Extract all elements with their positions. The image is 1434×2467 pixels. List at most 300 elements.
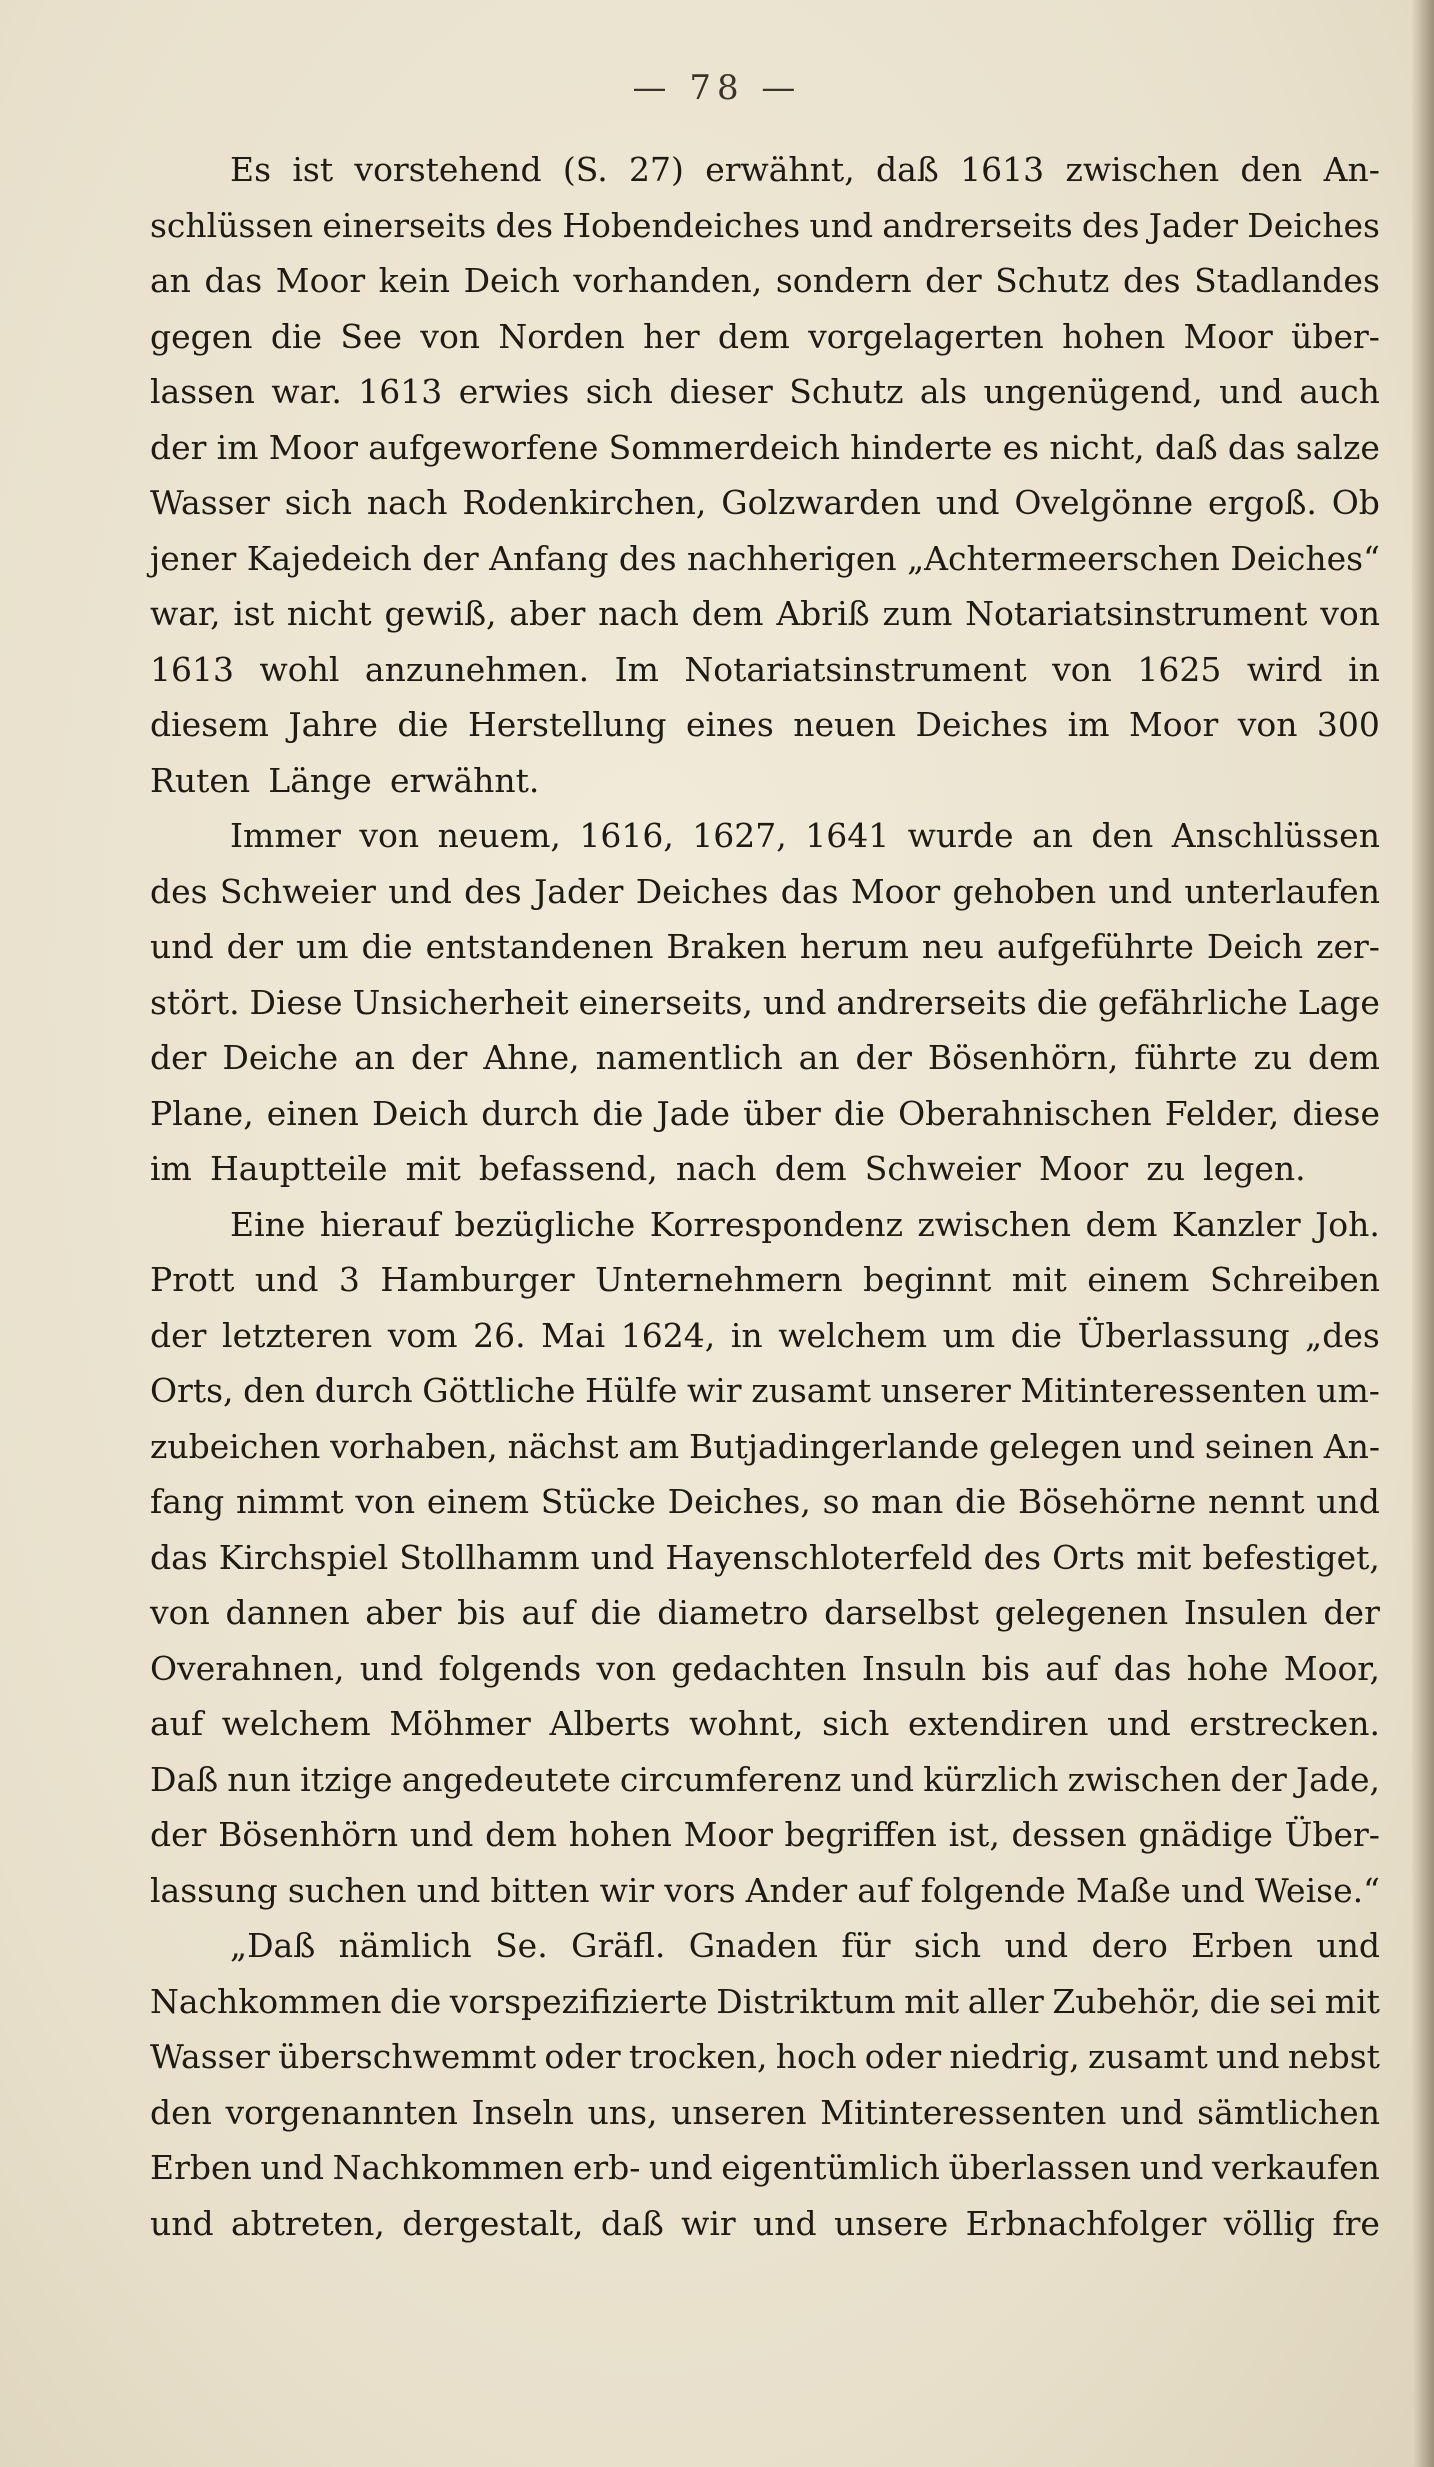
word: herum (799, 927, 909, 966)
word: dem (774, 1149, 847, 1188)
word: 26. (473, 1315, 526, 1355)
text-line (150, 1871, 1380, 1927)
word: einem (426, 1482, 530, 1521)
word: sämtlichen (1197, 2092, 1380, 2132)
word: nämlich (338, 1926, 472, 1965)
word: in (730, 1315, 763, 1355)
word: dieser (669, 372, 773, 411)
word: Orts (1052, 1537, 1126, 1577)
word: über- (1291, 316, 1380, 356)
word: Bösenhörn, (927, 1038, 1119, 1077)
word: Erbnachfolger (965, 2203, 1207, 2243)
word: „des (1305, 1315, 1380, 1355)
word: 1625 (1137, 649, 1222, 689)
word: lassen (150, 372, 255, 411)
word: Bösenhörn (218, 1815, 399, 1854)
word: Braken (666, 927, 787, 966)
word: die (270, 316, 323, 356)
word: und (1316, 1482, 1380, 1521)
word: und (260, 2148, 325, 2187)
text-line (150, 927, 1380, 983)
word: Göttliche (422, 1371, 576, 1410)
word: der (1323, 1593, 1380, 1632)
word: her (643, 316, 700, 356)
text-line (150, 816, 1380, 872)
text-line (150, 1149, 1380, 1205)
text-line (150, 1982, 1380, 2038)
word: aber (365, 1593, 442, 1632)
word: andrerseits (836, 982, 1027, 1022)
word: vorspezifizierte (449, 1981, 708, 2021)
word: die (833, 1093, 886, 1133)
word: niedrig, (949, 2037, 1080, 2076)
word: Daß (150, 1759, 219, 1799)
word: sich (822, 1704, 890, 1743)
word: daß (600, 2203, 664, 2243)
word: auf (521, 1593, 575, 1632)
word: unserer (880, 1371, 1011, 1410)
word: dem (485, 1815, 558, 1854)
word: Lage (1297, 982, 1380, 1022)
word: die (955, 1482, 1007, 1521)
word: Moor (1183, 316, 1273, 356)
word: suchen (287, 1870, 407, 1910)
word: hinderte (850, 427, 993, 467)
word: durch (481, 1093, 580, 1133)
word: Deich (1206, 927, 1304, 966)
word: nach (675, 1149, 757, 1188)
word: und (409, 1815, 474, 1854)
word: befestiget, (1202, 1537, 1380, 1577)
word: und (1219, 372, 1283, 411)
word: auf (1045, 1648, 1099, 1688)
word: Deiches (915, 705, 1049, 744)
word: Hauptteile (210, 1149, 388, 1188)
text-line (150, 983, 1380, 1039)
word: Stücke (540, 1482, 656, 1521)
word: ist (292, 150, 334, 189)
word: und (1139, 2148, 1204, 2187)
word: der (150, 1038, 207, 1077)
text-line (150, 1316, 1380, 1372)
word: gewiß, (384, 594, 497, 633)
word: von (596, 1648, 657, 1688)
word: auf (150, 1704, 204, 1743)
word: neuem, (437, 816, 561, 855)
word: Alberts (549, 1704, 671, 1743)
word: Kajedeich (246, 538, 412, 578)
word: dem (1308, 1038, 1380, 1077)
word: 1616, (579, 816, 674, 855)
word: Hobendeiches (562, 205, 801, 245)
word: und (590, 1537, 655, 1577)
text-line (150, 317, 1380, 373)
word: nachherigen (686, 538, 897, 578)
word: Jader (1148, 205, 1239, 245)
word: den (150, 2092, 212, 2132)
word: folgende (920, 1870, 1066, 1910)
word: zusamt (1087, 2037, 1208, 2076)
word: dannen (225, 1593, 350, 1632)
word: Moor (850, 871, 941, 911)
word: um- (1316, 1371, 1380, 1410)
word: gegen (150, 316, 253, 356)
word: die (1010, 1315, 1063, 1355)
word: der (150, 1315, 207, 1355)
word: gehoben (952, 871, 1097, 911)
word: an (798, 1038, 840, 1077)
word: welchem (221, 1704, 371, 1743)
word: Länge (268, 760, 372, 800)
word: Insulen (1183, 1593, 1308, 1632)
word: unsere (834, 2203, 949, 2243)
word: zwischen (917, 1204, 1072, 1244)
word: 1624, (620, 1315, 716, 1355)
word: aufgeworfene (368, 427, 599, 467)
word: (S. (562, 150, 608, 189)
word: Wasser (150, 483, 270, 522)
word: ungenügend, (983, 372, 1203, 411)
word: fang (150, 1482, 225, 1521)
word: das (204, 261, 263, 300)
word: wohnt, (689, 1704, 804, 1743)
word: Nachkommen (150, 1981, 382, 2021)
word: befassend, (478, 1149, 658, 1188)
word: See (340, 316, 403, 356)
word: Bösehörne (1017, 1482, 1197, 1521)
word: trocken, (628, 2037, 768, 2076)
word: vorhaben, (330, 1426, 498, 1466)
word: für (841, 1926, 891, 1965)
word: circumferenz (619, 1759, 842, 1799)
word: hoch (775, 2037, 857, 2076)
word: aber (509, 594, 586, 633)
word: des (1122, 261, 1181, 300)
word: nächst (507, 1426, 619, 1466)
word: Rodenkirchen, (462, 483, 707, 522)
word: von (355, 1482, 416, 1521)
text-line (150, 1815, 1380, 1871)
word: nicht (286, 594, 372, 633)
text-line (150, 1704, 1380, 1760)
word: der (226, 927, 284, 966)
word: nun (227, 1759, 292, 1799)
word: der (422, 538, 479, 578)
word: wir (681, 2203, 736, 2243)
word: Moor (1128, 705, 1219, 744)
word: vom (387, 1315, 458, 1355)
word: sich (913, 1926, 982, 1965)
word: mit (1324, 1981, 1380, 2021)
word: neuen (793, 705, 897, 744)
word: Kanzler (1171, 1204, 1301, 1244)
word: Schreiben (1209, 1260, 1380, 1299)
word: mit (904, 1981, 960, 2021)
word: Stollhamm (399, 1537, 580, 1577)
word: Moor (683, 1815, 773, 1854)
word: und (753, 2203, 817, 2243)
word: und (1119, 2092, 1184, 2132)
word: fre (1332, 2203, 1380, 2243)
word: an (354, 1038, 396, 1077)
word: nicht, (1049, 427, 1145, 467)
word: und (1004, 1926, 1069, 1965)
text-line (150, 1260, 1380, 1316)
word: Hamburger (380, 1260, 575, 1299)
word: wir (687, 1371, 742, 1410)
word: sondern (775, 261, 912, 300)
word: 1641 (805, 816, 890, 855)
text-line (150, 1038, 1380, 1094)
word: vorgenannten (225, 2092, 458, 2132)
word: als (919, 372, 968, 411)
word: und (809, 205, 874, 245)
word: wir (599, 1870, 655, 1910)
word: im (216, 427, 259, 467)
word: den (1091, 816, 1154, 855)
word: zusamt (751, 1371, 872, 1410)
word: Es (230, 150, 272, 189)
word: und (150, 2203, 214, 2243)
word: von (359, 816, 420, 855)
word: Ovelgönne (1014, 483, 1194, 522)
text-line (150, 761, 1380, 817)
word: und (1108, 871, 1173, 911)
word: dero (1091, 1926, 1168, 1965)
word: „Achtermeerschen (907, 538, 1220, 578)
word: Butjadingerlande (689, 1426, 980, 1466)
word: des (983, 1537, 1042, 1577)
word: hohen (568, 1815, 672, 1854)
word: Inseln (471, 2092, 575, 2132)
text-line (150, 705, 1380, 761)
word: Jade, (1295, 1759, 1380, 1799)
word: und (1107, 1704, 1171, 1743)
word: Schweier (864, 1149, 1021, 1188)
word: erwies (458, 372, 570, 411)
word: den (1240, 150, 1303, 189)
word: einem (1087, 1260, 1190, 1299)
word: gelegenen (994, 1593, 1169, 1632)
word: Deiches“ (1230, 538, 1380, 578)
word: der (855, 1038, 912, 1077)
word: oder (864, 2037, 942, 2076)
text-line (150, 206, 1380, 262)
word: Orts, (150, 1371, 234, 1410)
word: zwischen (1067, 1759, 1222, 1799)
page-number: — 78 — (632, 68, 802, 108)
word: vorstehend (354, 150, 542, 189)
text-line (150, 1371, 1380, 1427)
word: eigentümlich (721, 2148, 940, 2187)
word: Ander (745, 1870, 848, 1910)
word: der (150, 427, 207, 467)
text-line (150, 2148, 1380, 2204)
word: und (254, 1260, 319, 1299)
word: des (464, 871, 522, 911)
text-line (150, 1427, 1380, 1483)
word: Deich (371, 1093, 469, 1133)
word: 1613 (358, 372, 443, 411)
word: Diese (249, 982, 343, 1022)
word: Eine (230, 1204, 306, 1244)
word: die (592, 1093, 644, 1133)
text-line (150, 594, 1380, 650)
word: zu (1146, 1149, 1185, 1188)
text-line (150, 1649, 1380, 1705)
word: und (150, 927, 214, 966)
word: Nachkommen (332, 2148, 565, 2187)
word: daß (1154, 427, 1218, 467)
word: um (295, 927, 349, 966)
word: durch (314, 1371, 413, 1410)
word: Überlassung (1077, 1315, 1290, 1355)
word: ist (233, 594, 275, 633)
word: aufgeführte (996, 927, 1194, 966)
word: neu (921, 927, 984, 966)
word: 1613 (150, 649, 234, 689)
word: Deiches, (667, 1482, 811, 1521)
word: über (743, 1093, 821, 1133)
word: um (942, 1315, 996, 1355)
word: nimmt (236, 1482, 344, 1521)
word: Ahne, (483, 1038, 580, 1077)
word: war. (271, 372, 342, 411)
word: darselbst (824, 1593, 979, 1632)
text-line (150, 1760, 1380, 1816)
word: Golzwarden (721, 483, 921, 522)
word: zu (1253, 1038, 1293, 1077)
word: in (1348, 649, 1380, 689)
word: 27) (629, 150, 684, 189)
word: erb- (572, 2148, 641, 2187)
text-line (150, 1205, 1380, 1261)
word: Gnaden (688, 1926, 818, 1965)
word: Se. (495, 1926, 548, 1965)
text-line (150, 2093, 1380, 2149)
word: und (762, 982, 827, 1022)
word: sich (585, 372, 653, 411)
word: Notariatsinstrument (684, 649, 1027, 689)
word: das (1227, 427, 1286, 467)
word: Deiches (1247, 205, 1380, 245)
page-edge-shadow (1412, 0, 1434, 2467)
word: Kirchspiel (218, 1537, 389, 1577)
word: Weise.“ (1254, 1870, 1380, 1910)
word: die (390, 1981, 442, 2021)
word: auf (857, 1870, 911, 1910)
word: Joh. (1315, 1204, 1380, 1244)
word: des (150, 871, 208, 911)
word: hohe (1186, 1648, 1269, 1688)
word: unseren (671, 2092, 807, 2132)
word: am (628, 1426, 680, 1466)
word: und (1316, 1926, 1380, 1965)
text-line (150, 1538, 1380, 1594)
word: Insuln (861, 1648, 967, 1688)
word: völlig (1223, 2203, 1316, 2243)
word: Sommerdeich (608, 427, 840, 467)
word: erwähnt, (705, 150, 855, 189)
word: und (935, 483, 1000, 522)
word: Mitinteressenten (1020, 1371, 1307, 1410)
word: dem (691, 594, 764, 633)
word: Deiche (222, 1038, 339, 1077)
word: Deiches (635, 871, 769, 911)
word: Zubehör, (1052, 1981, 1201, 2021)
word: Anschlüssen (1171, 816, 1380, 855)
word: war, (150, 594, 221, 633)
word: erwähnt. (389, 760, 540, 800)
word: Abriß (776, 594, 870, 633)
word: Mai (541, 1315, 606, 1355)
word: mit (1011, 1260, 1067, 1299)
word: andrerseits (882, 205, 1073, 245)
word: die (1036, 982, 1088, 1022)
word: 1627, (692, 816, 787, 855)
text-line (150, 650, 1380, 706)
word: 3 (338, 1260, 360, 1299)
text-line (150, 150, 1380, 206)
word: vors (664, 1870, 736, 1910)
word: legen. (1203, 1149, 1306, 1188)
word: gelegen (988, 1426, 1122, 1466)
word: von (1237, 705, 1298, 744)
word: salze (1295, 427, 1380, 467)
word: des (618, 538, 677, 578)
word: welchem (778, 1315, 928, 1355)
word: zubeichen (150, 1426, 321, 1466)
word: begriffen (784, 1815, 937, 1854)
word: bis (457, 1593, 506, 1632)
word: Herstellung (467, 705, 667, 744)
word: daß (876, 150, 939, 189)
word: einerseits, (578, 982, 753, 1022)
word: und (850, 1759, 915, 1799)
word: angedeutete (401, 1759, 611, 1799)
word: oder (544, 2037, 621, 2076)
word: dem (717, 316, 790, 356)
word: des (1081, 205, 1140, 245)
word: Ruten (150, 760, 251, 800)
word: Felder, (1164, 1093, 1280, 1133)
word: hohen (1062, 316, 1166, 356)
word: an (150, 261, 191, 300)
word: Gräfl. (571, 1926, 666, 1965)
word: erstrecken. (1189, 1704, 1380, 1743)
word: bitten (490, 1870, 590, 1910)
word: Jader (534, 871, 624, 911)
word: der (150, 1815, 207, 1854)
word: sich (284, 483, 352, 522)
word: von (1320, 594, 1380, 633)
word: diametro (657, 1593, 809, 1632)
word: Unsicherheit (352, 982, 569, 1022)
word: ist, (948, 1815, 1000, 1854)
word: man (871, 1482, 944, 1521)
word: so (822, 1482, 860, 1521)
word: Hayenschloterfeld (665, 1537, 973, 1577)
word: zer- (1316, 927, 1380, 966)
word: Deich (463, 261, 560, 300)
word: Unternehmern (595, 1260, 843, 1299)
word: Hülfe (585, 1371, 678, 1410)
text-line (150, 539, 1380, 595)
word: Anfang (489, 538, 609, 578)
word: Prott (150, 1260, 235, 1299)
word: jener (150, 538, 237, 578)
word: und (649, 2148, 713, 2187)
